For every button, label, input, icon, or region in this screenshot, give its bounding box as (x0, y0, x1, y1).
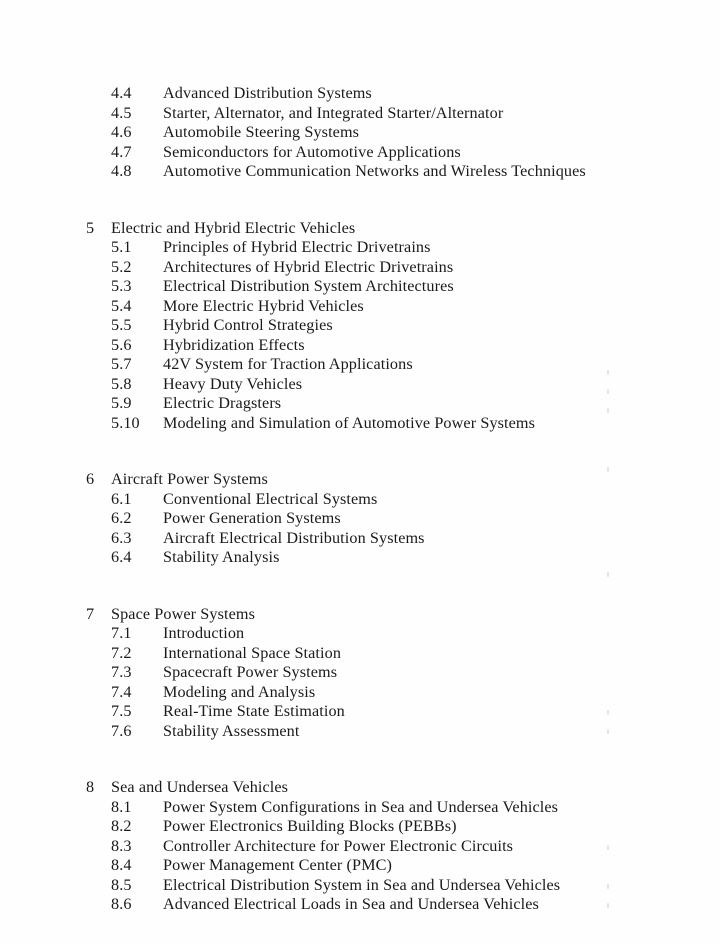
section-entry[interactable] (86, 123, 686, 143)
section-title: 42V System for Traction Applications (163, 355, 413, 373)
chapter-block (86, 219, 686, 434)
section-entry[interactable] (86, 316, 686, 336)
section-title: Conventional Electrical Systems (163, 489, 378, 508)
section-number: 5.10 (111, 413, 140, 432)
section-title: Modeling and Simulation of Automotive Power Systems (163, 413, 536, 432)
scan-speckle (607, 884, 609, 889)
section-entry[interactable] (86, 394, 686, 414)
scan-speckle (607, 370, 609, 375)
section-number: 5.1 (111, 238, 132, 256)
section-title: Principles of Hybrid Electric Drivetrains (163, 238, 431, 256)
section-title: Electric Dragsters (163, 394, 282, 412)
section-title: Advanced Distribution Systems (163, 84, 372, 102)
section-entry[interactable] (86, 817, 686, 837)
section-number: 4.4 (111, 84, 132, 102)
section-number: 5.9 (111, 394, 132, 412)
section-entry[interactable] (86, 895, 686, 915)
section-number: 5.4 (111, 296, 132, 315)
scan-speckle (607, 710, 609, 715)
chapter-block (86, 778, 686, 915)
section-entry[interactable] (86, 683, 686, 703)
section-entry[interactable] (86, 548, 686, 568)
section-title: Hybrid Control Strategies (163, 316, 333, 334)
section-number: 7.6 (111, 721, 132, 740)
scan-speckle (607, 572, 609, 577)
scan-speckle (607, 845, 609, 850)
section-title: Introduction (163, 624, 245, 642)
section-title: Automotive Communication Networks and Wireless Techniques (163, 162, 586, 180)
section-title: Power System Configurations in Sea and Undersea Vehicles (163, 797, 559, 816)
section-number: 7.5 (111, 702, 132, 720)
section-number: 6.4 (111, 548, 132, 566)
section-entry[interactable] (86, 162, 686, 182)
section-entry[interactable] (86, 798, 686, 818)
section-number: 7.1 (111, 624, 132, 642)
section-title: Modeling and Analysis (163, 682, 316, 701)
section-title: Aircraft Electrical Distribution Systems (163, 528, 425, 547)
section-title: Advanced Electrical Loads in Sea and Undersea Vehicles (163, 895, 539, 913)
section-number: 8.1 (111, 797, 132, 816)
section-title: Semiconductors for Automotive Applications (163, 142, 461, 161)
section-number: 4.5 (111, 103, 132, 122)
section-title: Starter, Alternator, and Integrated Starter/Alternator (163, 103, 504, 122)
section-entry[interactable] (86, 414, 686, 434)
scan-speckle (607, 389, 609, 394)
section-number: 7.3 (111, 663, 132, 681)
section-entry[interactable] (86, 490, 686, 510)
scan-speckle (607, 467, 609, 472)
section-entry[interactable] (86, 277, 686, 297)
section-title: Power Electronics Building Blocks (PEBBs) (163, 817, 457, 835)
section-number: 6.1 (111, 489, 132, 508)
chapter-entry[interactable] (86, 219, 686, 239)
chapter-number: 7 (86, 604, 95, 623)
section-title: Stability Assessment (163, 721, 300, 740)
section-title: Power Management Center (PMC) (163, 856, 393, 874)
section-entry[interactable] (86, 104, 686, 124)
section-entry[interactable] (86, 722, 686, 742)
section-entry[interactable] (86, 84, 686, 104)
chapter-title: Aircraft Power Systems (111, 470, 268, 488)
section-number: 7.2 (111, 643, 132, 662)
section-number: 8.2 (111, 817, 132, 835)
section-title: International Space Station (163, 643, 342, 662)
chapter-number: 6 (86, 470, 95, 488)
section-entry[interactable] (86, 876, 686, 896)
section-title: Real-Time State Estimation (163, 702, 345, 720)
chapter-title: Electric and Hybrid Electric Vehicles (111, 218, 356, 237)
section-entry[interactable] (86, 856, 686, 876)
scan-speckle (607, 729, 609, 734)
chapter-entry[interactable] (86, 605, 686, 625)
section-entry[interactable] (86, 336, 686, 356)
section-title: More Electric Hybrid Vehicles (163, 296, 364, 315)
section-title: Spacecraft Power Systems (163, 663, 338, 681)
section-entry[interactable] (86, 238, 686, 258)
section-title: Stability Analysis (163, 548, 280, 566)
scan-speckle (607, 903, 609, 908)
table-of-contents (86, 84, 686, 915)
section-number: 8.6 (111, 895, 132, 913)
section-number: 5.3 (111, 277, 132, 295)
section-number: 7.4 (111, 682, 132, 701)
section-title: Electrical Distribution System in Sea and Undersea Vehicles (163, 875, 561, 894)
section-number: 4.7 (111, 142, 132, 161)
section-title: Electrical Distribution System Architectures (163, 277, 454, 295)
section-title: Hybridization Effects (163, 335, 305, 354)
section-entry[interactable] (86, 837, 686, 857)
section-entry[interactable] (86, 375, 686, 395)
chapter-number: 5 (86, 218, 95, 237)
section-title: Architectures of Hybrid Electric Drivetrains (163, 257, 454, 276)
section-entry[interactable] (86, 509, 686, 529)
section-number: 5.8 (111, 374, 132, 393)
chapter-title: Sea and Undersea Vehicles (111, 778, 289, 796)
section-number: 8.3 (111, 836, 132, 855)
section-number: 5.5 (111, 316, 132, 334)
section-entry[interactable] (86, 355, 686, 375)
chapter-entry[interactable] (86, 778, 686, 798)
section-entry[interactable] (86, 258, 686, 278)
section-title: Controller Architecture for Power Electronic Circuits (163, 836, 514, 855)
section-title: Heavy Duty Vehicles (163, 374, 303, 393)
section-number: 8.4 (111, 856, 132, 874)
chapter-number: 8 (86, 778, 95, 796)
section-entry[interactable] (86, 702, 686, 722)
chapter-title: Space Power Systems (111, 604, 255, 623)
section-entry[interactable] (86, 644, 686, 664)
section-entry[interactable] (86, 529, 686, 549)
section-entry[interactable] (86, 297, 686, 317)
chapter-block (86, 470, 686, 568)
section-number: 5.2 (111, 257, 132, 276)
chapter-block (86, 605, 686, 742)
section-entry[interactable] (86, 624, 686, 644)
chapter-entry[interactable] (86, 470, 686, 490)
section-number: 6.3 (111, 528, 132, 547)
section-title: Power Generation Systems (163, 509, 341, 527)
section-number: 5.6 (111, 335, 132, 354)
scan-speckle (607, 408, 609, 413)
section-title: Automobile Steering Systems (163, 123, 360, 141)
section-number: 5.7 (111, 355, 132, 373)
section-number: 4.6 (111, 123, 132, 141)
section-number: 4.8 (111, 162, 132, 180)
section-entry[interactable] (86, 143, 686, 163)
chapter-block (86, 84, 686, 182)
section-entry[interactable] (86, 663, 686, 683)
section-number: 6.2 (111, 509, 132, 527)
section-number: 8.5 (111, 875, 132, 894)
